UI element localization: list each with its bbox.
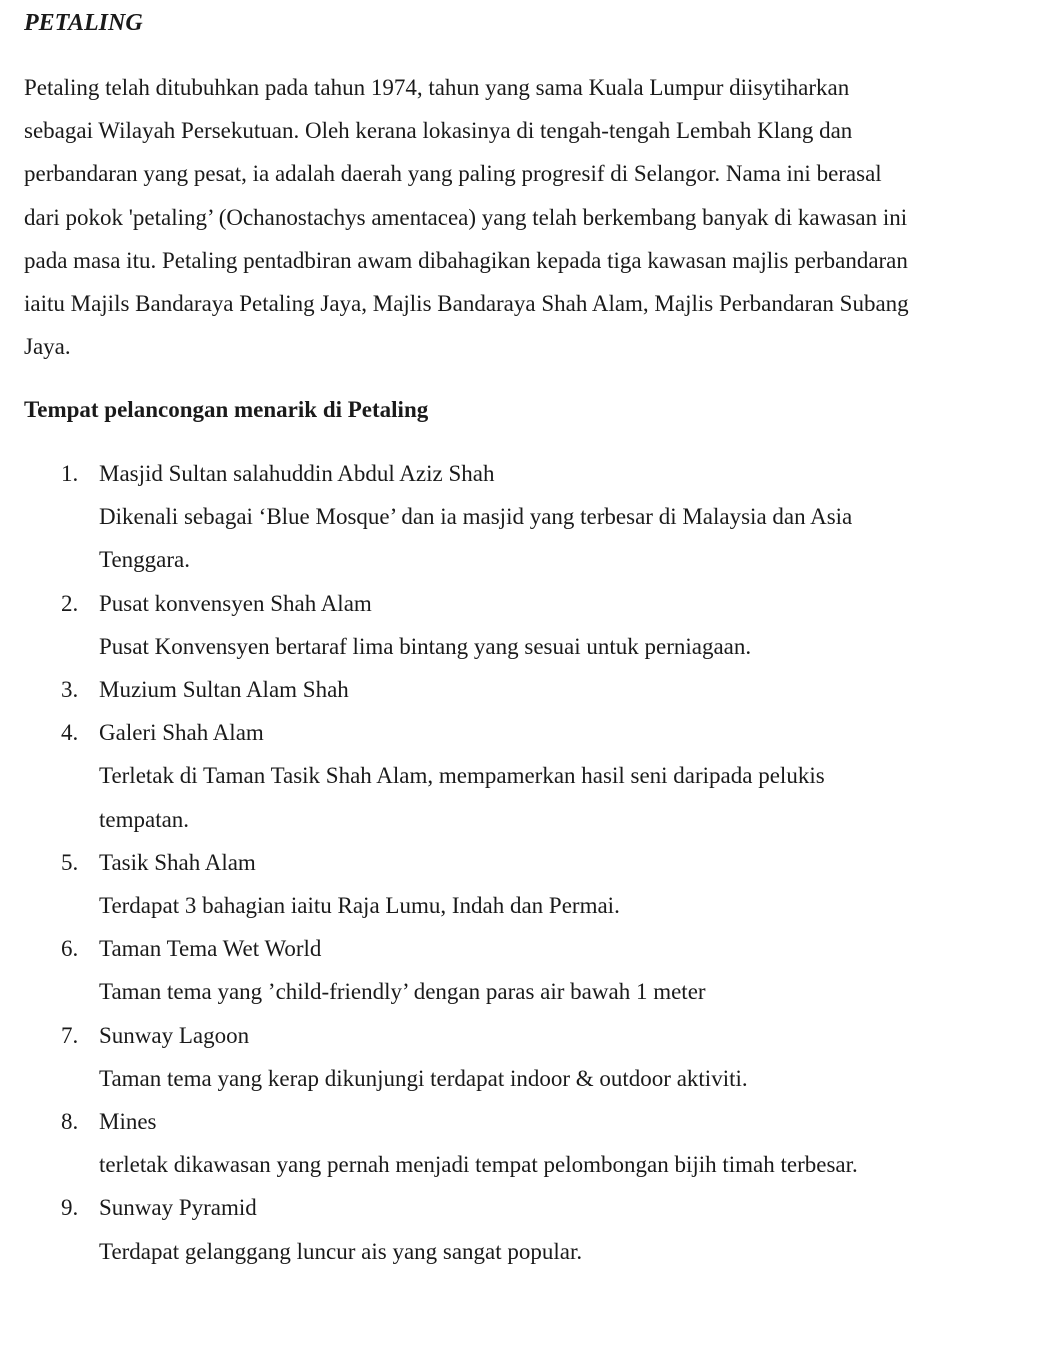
description-line: Tenggara. — [99, 547, 190, 573]
intro-line: Petaling telah ditubuhkan pada tahun 1974, tahun yang sama Kuala Lumpur diisytiharkan — [24, 75, 850, 100]
intro-line: pada masa itu. Petaling pentadbiran awam dibahagikan kepada tiga kawasan majlis perbandaran — [24, 247, 908, 273]
attraction-name: Galeri Shah Alam — [99, 720, 264, 746]
description-line: Dikenali sebagai ‘Blue Mosque’ dan ia masjid yang terbesar di Malaysia dan Asia — [99, 504, 853, 530]
intro-line: iaitu Majils Bandaraya Petaling Jaya, Majlis Bandaraya Shah Alam, Majlis Perbandaran Subang — [24, 291, 909, 317]
list-item — [24, 668, 1024, 711]
attraction-list — [24, 452, 1024, 1273]
attraction-name: Sunway Pyramid — [99, 1195, 257, 1221]
intro-line: Jaya. — [24, 334, 71, 360]
list-item — [24, 1014, 1024, 1100]
attraction-name: Taman Tema Wet World — [99, 936, 322, 962]
list-item-number: 4. — [61, 720, 79, 746]
list-item — [24, 711, 1024, 841]
attraction-description — [99, 884, 1024, 927]
list-item-number: 8. — [61, 1109, 79, 1135]
list-item-number: 7. — [61, 1022, 79, 1048]
list-item-number: 1. — [61, 461, 79, 486]
list-item-number: 5. — [61, 849, 79, 875]
attraction-description — [99, 1057, 1024, 1100]
attraction-description — [99, 1143, 1024, 1186]
list-item-number: 2. — [61, 590, 79, 616]
intro-paragraph — [24, 66, 1014, 368]
attraction-name: Muzium Sultan Alam Shah — [99, 677, 349, 703]
list-item-number: 6. — [61, 936, 79, 962]
list-item — [24, 582, 1024, 668]
list-item — [24, 1100, 1024, 1186]
list-item — [24, 1186, 1024, 1272]
description-line: Pusat Konvensyen bertaraf lima bintang yang sesuai untuk perniagaan. — [99, 633, 752, 659]
description-line: Terdapat gelanggang luncur ais yang sangat popular. — [99, 1238, 583, 1264]
intro-line: perbandaran yang pesat, ia adalah daerah yang paling progresif di Selangor. Nama ini berasal — [24, 161, 882, 187]
attraction-description — [99, 625, 1024, 668]
attraction-name: Tasik Shah Alam — [99, 849, 256, 875]
list-item-number: 3. — [61, 677, 79, 703]
description-line: Taman tema yang kerap dikunjungi terdapat indoor & outdoor aktiviti. — [99, 1065, 748, 1091]
description-line: Taman tema yang ’child-friendly’ dengan paras air bawah 1 meter — [99, 979, 706, 1005]
attraction-name: Sunway Lagoon — [99, 1022, 250, 1048]
attraction-description — [99, 754, 1024, 840]
attraction-name: Pusat konvensyen Shah Alam — [99, 590, 372, 616]
description-line: Terletak di Taman Tasik Shah Alam, mempamerkan hasil seni daripada pelukis — [99, 763, 825, 789]
intro-line: dari pokok 'petaling’ (Ochanostachys amentacea) yang telah berkembang banyak di kawasan ini — [24, 204, 908, 230]
description-line: terletak dikawasan yang pernah menjadi tempat pelombongan bijih timah terbesar. — [99, 1152, 858, 1178]
list-item — [24, 927, 1024, 1013]
attraction-description — [99, 970, 1024, 1013]
page-title: PETALING — [24, 10, 143, 36]
attraction-description — [99, 1230, 1024, 1273]
attraction-description — [99, 495, 1024, 581]
attraction-name: Masjid Sultan salahuddin Abdul Aziz Shah — [99, 461, 495, 486]
intro-line: sebagai Wilayah Persekutuan. Oleh kerana lokasinya di tengah-tengah Lembah Klang dan — [24, 118, 853, 144]
section-heading: Tempat pelancongan menarik di Petaling — [24, 397, 429, 422]
attraction-name: Mines — [99, 1109, 157, 1135]
list-item — [24, 841, 1024, 927]
description-line: tempatan. — [99, 806, 190, 832]
list-item-number: 9. — [61, 1195, 79, 1221]
description-line: Terdapat 3 bahagian iaitu Raja Lumu, Indah dan Permai. — [99, 893, 620, 919]
list-item — [24, 452, 1024, 582]
